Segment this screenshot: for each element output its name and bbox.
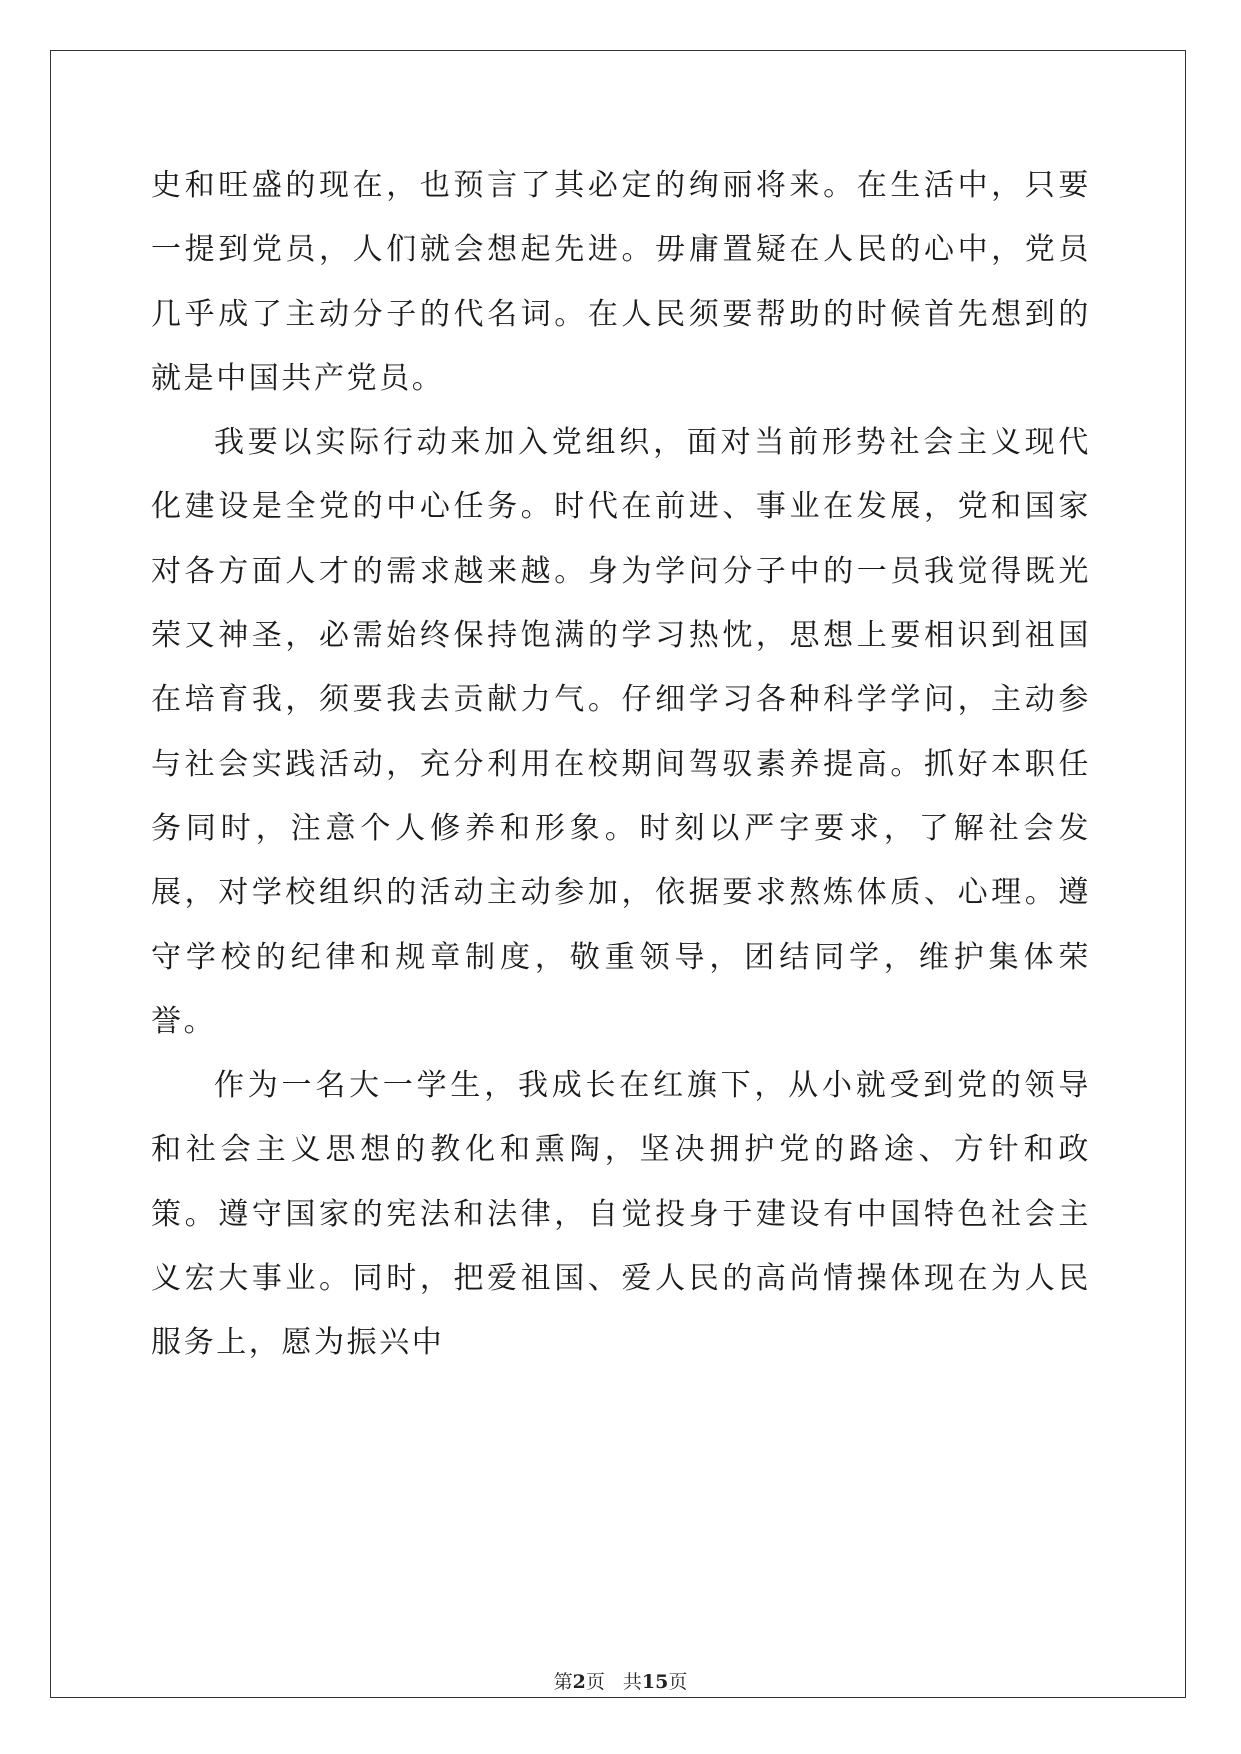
total-suffix: 页	[668, 1671, 688, 1693]
page-prefix: 第	[553, 1671, 573, 1693]
page-suffix: 页	[585, 1671, 605, 1693]
paragraph-2: 我要以实际行动来加入党组织，面对当前形势社会主义现代化建设是全党的中心任务。时代在前进、事业在发展，党和国家对各方面人才的需求越来越。身为学问分子中的一员我觉得既光荣又神圣，必需始终保持饱满的学习热忱，思想上要相识到祖国在培育我，须要我去贡献力气。仔细学习各种科学学问，主动参与社会实践活动，充分利用在校期间驾驭素养提高。抓好本职任务同时，注意个人修养和形象。时刻以严字要求，了解社会发展，对学校组织的活动主动参加，依据要求熬炼体质、心理。遵守学校的纪律和规章制度，敬重领导，团结同学，维护集体荣誉。	[151, 425, 1091, 1039]
paragraph-3: 作为一名大一学生，我成长在红旗下，从小就受到党的领导和社会主义思想的教化和熏陶，坚决拥护党的路途、方针和政策。遵守国家的宪法和法律，自觉投身于建设有中国特色社会主义宏大事业。同时，把爱祖国、爱人民的高尚情操体现在为人民服务上，愿为振兴中	[151, 1068, 1091, 1361]
total-pages: 15	[641, 1671, 669, 1693]
paragraph-1: 史和旺盛的现在，也预言了其必定的绚丽将来。在生活中，只要一提到党员，人们就会想起先进。毋庸置疑在人民的心中，党员几乎成了主动分子的代名词。在人民须要帮助的时候首先想到的就是中国共产党员。	[151, 168, 1091, 396]
total-prefix: 共	[622, 1671, 642, 1693]
page-number: 2	[572, 1671, 586, 1693]
page-footer	[0, 1667, 1241, 1694]
document-body	[151, 154, 1091, 1376]
